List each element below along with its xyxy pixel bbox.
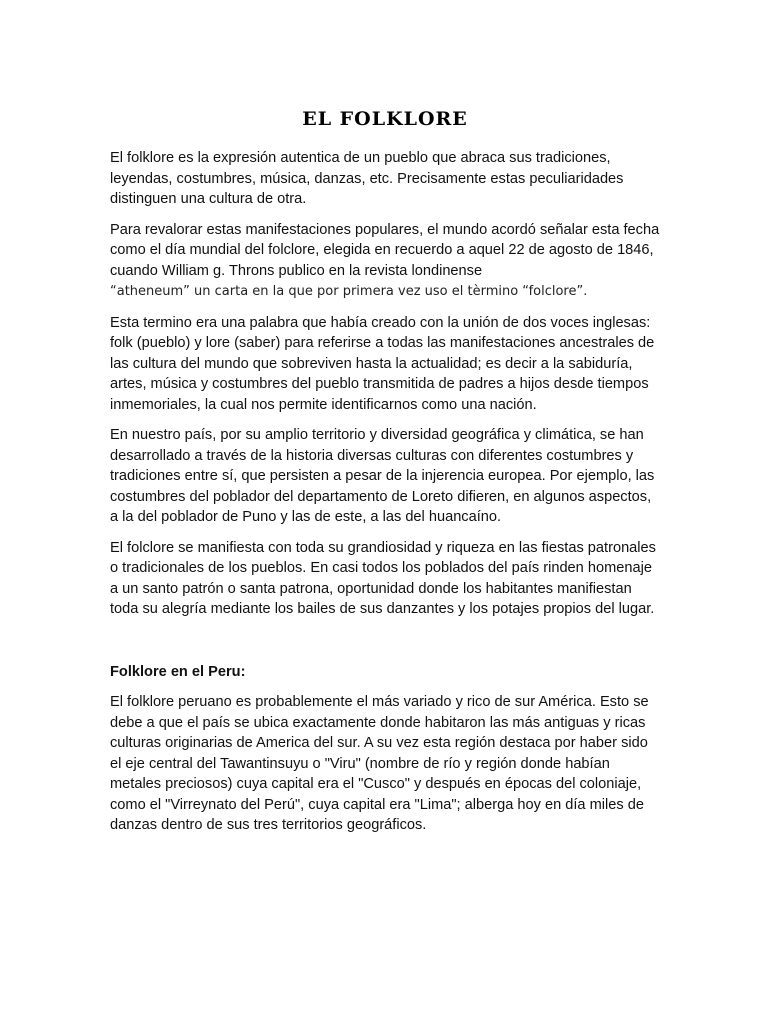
document-title: EL FOLKLORE [302,108,468,130]
paragraph-country-diversity: En nuestro país, por su amplio territorio y diversidad geográfica y climática, se han desarrollado a través de la historia diversas culturas con diferentes costumbres y tradiciones entre sí, que persisten a pesar de la injerencia europea. Por ejemplo, las costumbres del poblador del departamento de Loreto difieren, en algunos aspectos, a la del poblador de Puno y las de este, a las del huancaíno. [110,427,655,525]
paragraph-intro: El folklore es la expresión autentica de un pueblo que abraca sus tradiciones, leyendas, costumbres, música, danzas, etc. Precisamente estas peculiaridades distinguen una cultura de otra. [110,150,624,207]
paragraph-folklore-day-main: Para revalorar estas manifestaciones populares, el mundo acordó señalar esta fecha como el día mundial del folclore, elegida en recuerdo a aquel 22 de agosto de 1846, cuando William g. Throns publico en la revista londinense [110,221,660,279]
document-body [110,106,660,846]
paragraph-term-origin: Esta termino era una palabra que había creado con la unión de dos voces inglesas: folk (pueblo) y lore (saber) para referirse a todas las manifestaciones ancestrales de las cultura del mundo que sobreviven hasta la actualidad; es decir a la sabiduría, artes, música y costumbres del pueblo transmitida de padres a hijos desde tiempos inmemoriales, la cual nos permite identificarnos como una nación. [110,314,655,413]
section-heading-peru: Folklore en el Peru: [110,663,246,680]
section-spacer [110,630,660,662]
paragraph-peru-folklore: El folklore peruano es probablemente el más variado y rico de sur América. Esto se debe a que el país se ubica exactamente donde habitaron las más antiguas y ricas culturas originarias de America del sur. A su vez esta región destaca por haber sido el eje central del Tawantinsuyu o "Viru" (nombre de río y región donde habían metales preciosos) cuya capital era el "Cusco" y después en épocas del coloniaje, como el "Virreynato del Perú", cuya capital era "Lima"; alberga hoy en día miles de danzas dentro de sus tres territorios geográficos. [110,694,649,833]
paragraph-folklore-day-tail: “atheneum” un carta en la que por primera vez uso el tèrmino “folclore”. [110,284,588,299]
paragraph-festivities: El folclore se manifiesta con toda su grandiosidad y riqueza en las fiestas patronales o tradicionales de los pueblos. En casi todos los poblados del país rinden homenaje a un santo patrón o santa patrona, oportunidad donde los habitantes manifiestan toda su alegría mediante los bailes de sus danzantes y los potajes propios del lugar. [110,539,656,617]
paragraph-folklore-day [110,220,660,303]
